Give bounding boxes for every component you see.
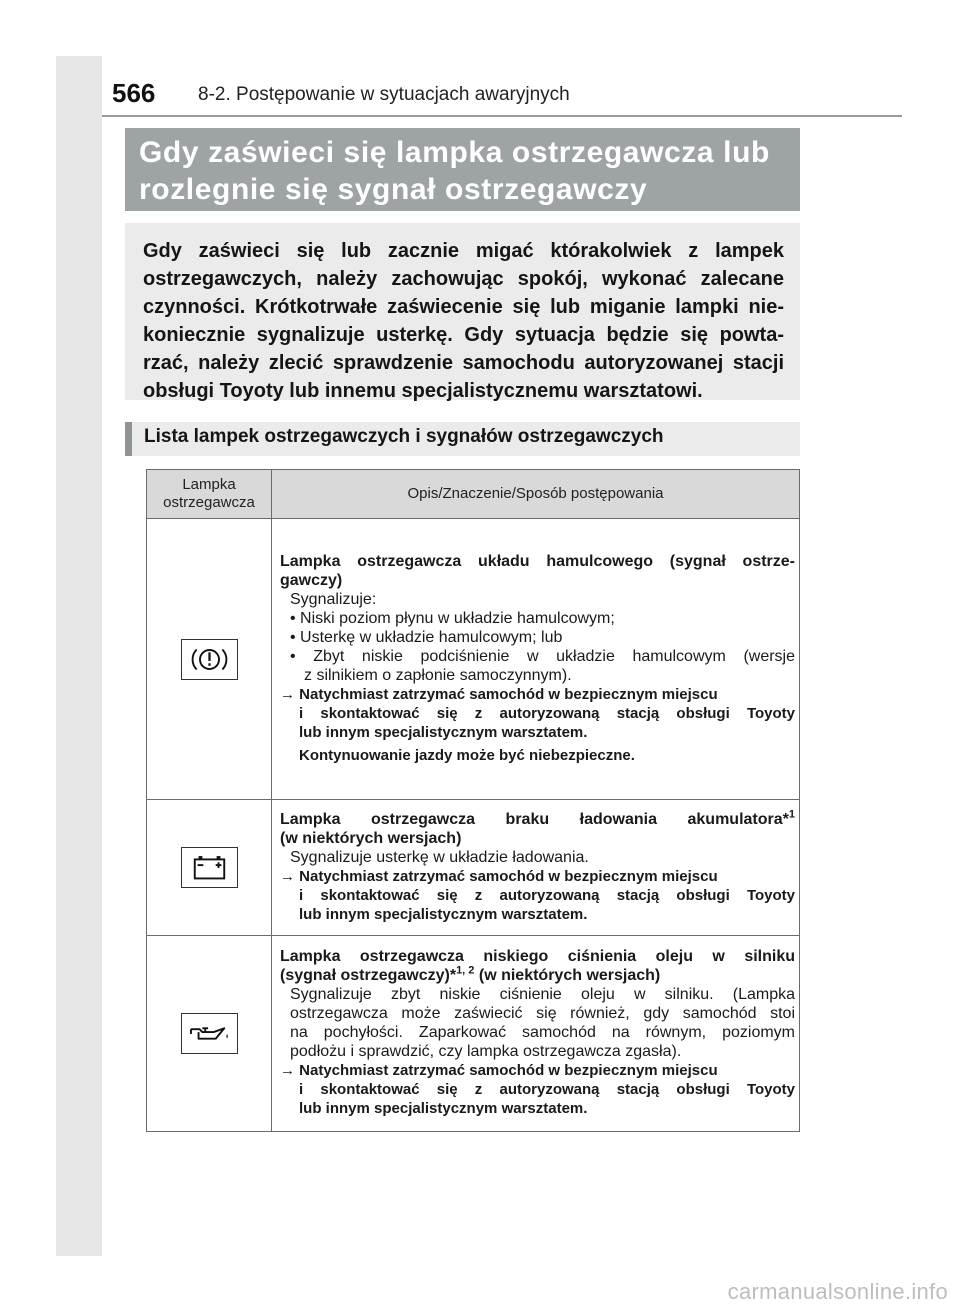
title-line: Gdy zaświeci się lampka ostrzegawcza lub xyxy=(139,136,770,169)
section-title-banner xyxy=(125,128,800,211)
footnote-marker: 1 xyxy=(788,808,795,821)
description-text: podłożu i sprawdzić, czy lampka ostrzegawcza zgasła). xyxy=(290,1043,682,1060)
table-row xyxy=(147,519,800,800)
action-text: i skontaktować się z autoryzowaną stacją obsługi Toyoty xyxy=(299,1081,795,1098)
action-text: → Natychmiast zatrzymać samochód w bezpiecznym miejscu xyxy=(280,867,718,885)
description-text: na pochyłości. Zaparkować samochód na równym, poziomym xyxy=(290,1024,795,1041)
section-heading: Lista lampek ostrzegawczych i sygnałów ostrzegawczych xyxy=(125,422,800,456)
description-cell xyxy=(272,936,800,1132)
lamp-title: gawczy) xyxy=(280,571,343,589)
list-item-continuation: z silnikiem o zapłonie samoczynnym). xyxy=(304,666,572,684)
lamp-title: Lampka ostrzegawcza układu hamulcowego (sygnał ostrze- xyxy=(280,552,795,570)
description-text: ostrzegawcza może zaświecić się również, gdy samochód stoi xyxy=(290,1005,795,1022)
lamp-title-text: (w niektórych wersjach) xyxy=(474,967,661,984)
lamp-title-text: Lampka ostrzegawcza braku ładowania akumulatora* xyxy=(280,810,789,828)
lamp-title xyxy=(280,966,795,985)
side-strip xyxy=(56,56,102,1256)
action-text: → Natychmiast zatrzymać samochód w bezpiecznym miejscu xyxy=(280,685,718,703)
intro-line: obsługi Toyoty lub innemu specjalistycznemu warsztatowi. xyxy=(143,380,703,402)
lamp-title: (w niektórych wersjach) xyxy=(280,829,462,847)
header-lamp-line: Lampka xyxy=(182,476,236,493)
description-text: Sygnalizuje zbyt niskie ciśnienie oleju w silniku. (Lampka xyxy=(290,986,795,1003)
lamp-icon-cell xyxy=(147,519,272,800)
lamp-title-text: (sygnał ostrzegawczy)* xyxy=(280,967,457,984)
lamp-icon-cell xyxy=(147,936,272,1132)
action-text: i skontaktować się z autoryzowaną stacją obsługi Toyoty xyxy=(299,886,795,904)
table-header-row xyxy=(147,470,800,519)
action-text: lub innym specjalistycznym warsztatem. xyxy=(299,905,588,923)
header-divider xyxy=(102,115,902,117)
list-item: • Zbyt niskie podciśnienie w układzie hamulcowym (wersje xyxy=(290,647,795,665)
intro-line: ostrzegawczych, należy zachowując spokój, wykonać zalecane xyxy=(143,268,784,290)
list-item: • Niski poziom płynu w układzie hamulcowym; xyxy=(290,609,615,627)
description-text: Sygnalizuje usterkę w układzie ładowania. xyxy=(290,848,589,866)
table-row xyxy=(147,800,800,936)
action-text: → Natychmiast zatrzymać samochód w bezpiecznym miejscu xyxy=(280,1062,718,1079)
list-item: • Usterkę w układzie hamulcowym; lub xyxy=(290,628,563,646)
lamp-icon-cell xyxy=(147,800,272,936)
intro-line: Gdy zaświeci się lub zacznie migać którakolwiek z lampek xyxy=(143,240,784,262)
chapter-title: 8-2. Postępowanie w sytuacjach awaryjnych xyxy=(198,84,570,105)
description-cell xyxy=(272,519,800,800)
page-number: 566 xyxy=(112,78,156,108)
watermark: carmanualsonline.info xyxy=(727,1279,948,1304)
action-text: lub innym specjalistycznym warsztatem. xyxy=(299,1100,588,1117)
description-cell xyxy=(272,800,800,936)
table-row xyxy=(147,936,800,1132)
lamp-title xyxy=(280,810,795,829)
intro-line: czynności. Krótkotrwałe zaświecenie się lub miganie lampki nie- xyxy=(143,296,784,318)
warning-lamps-table xyxy=(146,469,800,1132)
intro-line: koniecznie sygnalizuje usterkę. Gdy sytuacja będzie się powta- xyxy=(143,324,784,346)
header-lamp-line: ostrzegawcza xyxy=(163,494,255,511)
header-description: Opis/Znaczenie/Sposób postępowania xyxy=(272,470,800,519)
header-lamp xyxy=(147,470,272,519)
title-line: rozlegnie się sygnał ostrzegawczy xyxy=(139,173,648,206)
brake-warning-icon xyxy=(181,639,238,680)
description-text: Sygnalizuje: xyxy=(290,590,377,608)
intro-box xyxy=(125,223,800,400)
oil-pressure-icon xyxy=(181,1013,238,1054)
action-text: lub innym specjalistycznym warsztatem. xyxy=(299,723,588,741)
intro-line: rzać, należy zlecić sprawdzenie samochodu autoryzowanej stacji xyxy=(143,352,784,374)
danger-note: Kontynuowanie jazdy może być niebezpieczne. xyxy=(299,746,635,764)
footnote-marker: 1, 2 xyxy=(456,964,475,977)
lamp-title: Lampka ostrzegawcza niskiego ciśnienia oleju w silniku xyxy=(280,948,795,965)
action-text: i skontaktować się z autoryzowaną stacją obsługi Toyoty xyxy=(299,704,795,722)
battery-charge-icon xyxy=(181,847,238,888)
